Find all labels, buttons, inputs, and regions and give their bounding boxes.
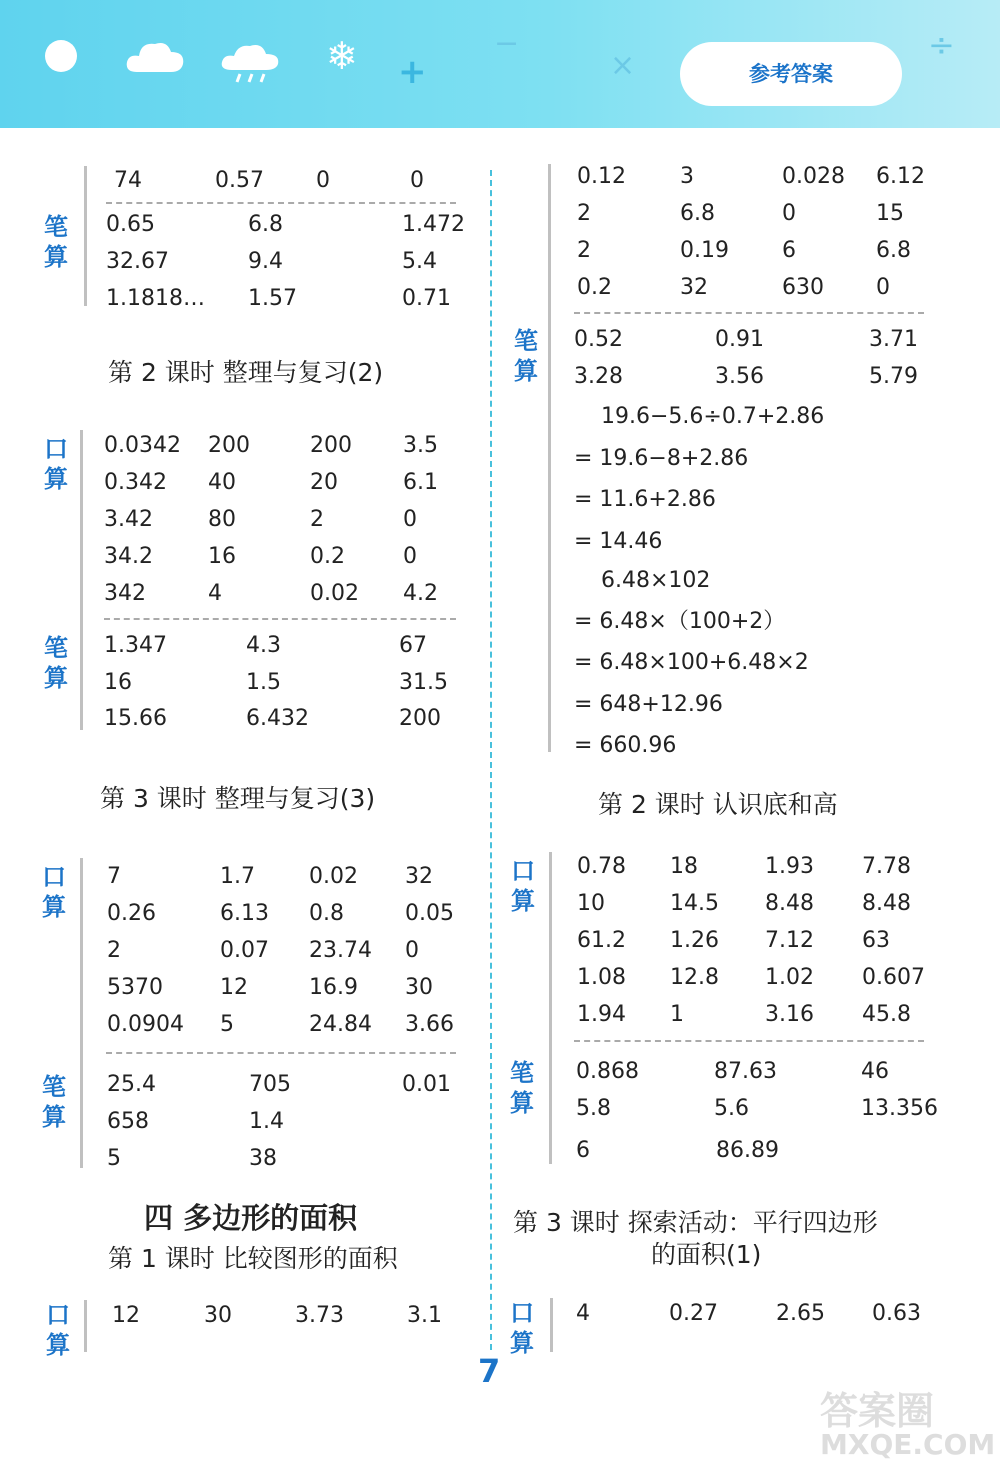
dashed-separator	[574, 1040, 924, 1042]
cell: 3.66	[405, 1012, 454, 1037]
cell: 16	[104, 670, 132, 695]
header-banner	[0, 0, 1000, 128]
watermark-url: MXQE.COM	[820, 1428, 996, 1461]
cell: 0.91	[715, 327, 764, 352]
cloud-icon	[125, 32, 187, 78]
watermark: 答案圈	[820, 1389, 935, 1433]
label-suan: 算	[44, 243, 68, 271]
calc-step: = 6.48×100+6.48×2	[574, 650, 809, 675]
cell: 12	[112, 1303, 140, 1328]
cell: 0.05	[405, 901, 454, 926]
cell: 0.27	[669, 1301, 718, 1326]
cell: 2.65	[776, 1301, 825, 1326]
cell: 45.8	[862, 1002, 911, 1027]
rain-cloud-icon	[220, 38, 282, 84]
cell: 67	[399, 633, 427, 658]
cell: 7.78	[862, 854, 911, 879]
cell: 14.5	[670, 891, 719, 916]
lesson-title: 第 1 课时 比较图形的面积	[108, 1244, 398, 1273]
cell: 1.4	[249, 1109, 284, 1134]
cell: 0.02	[310, 581, 359, 606]
vertical-bar	[548, 164, 551, 752]
label-bi: 笔	[44, 213, 68, 241]
label-suan: 算	[42, 1103, 66, 1131]
label-kou: 口	[44, 435, 68, 463]
cell: 1.94	[577, 1002, 626, 1027]
cell: 46	[861, 1059, 889, 1084]
cell: 2	[577, 238, 591, 263]
dashed-separator	[106, 202, 456, 204]
cell: 5.4	[402, 249, 437, 274]
cell: 3	[680, 164, 694, 189]
cell: 5.8	[576, 1096, 611, 1121]
cell: 6.13	[220, 901, 269, 926]
lesson-title: 第 3 课时 探索活动：平行四边形	[513, 1208, 878, 1237]
answer-badge: 参考答案	[680, 42, 902, 106]
cell: 5	[107, 1146, 121, 1171]
cell: 0.65	[106, 212, 155, 237]
cell: 1.5	[246, 670, 281, 695]
cell: 20	[310, 470, 338, 495]
cell: 0.63	[872, 1301, 921, 1326]
cell: 200	[399, 706, 441, 731]
cell: 1.08	[577, 965, 626, 990]
cell: 32.67	[106, 249, 169, 274]
cell: 2	[577, 201, 591, 226]
cell: 6.8	[248, 212, 283, 237]
cell: 6.8	[680, 201, 715, 226]
cell: 6	[576, 1138, 590, 1163]
cell: 13.356	[861, 1096, 938, 1121]
label-suan: 算	[46, 1331, 70, 1359]
label-kou: 口	[510, 1299, 534, 1327]
cell: 80	[208, 507, 236, 532]
divide-icon: ÷	[928, 26, 955, 64]
cell: 0	[782, 201, 796, 226]
cell: 342	[104, 581, 146, 606]
minus-icon: −	[494, 26, 520, 61]
label-suan: 算	[511, 887, 535, 915]
cell: 30	[204, 1303, 232, 1328]
label-bi: 笔	[44, 634, 68, 662]
cell: 1.02	[765, 965, 814, 990]
cell: 0.01	[402, 1072, 451, 1097]
cell: 1	[670, 1002, 684, 1027]
calc-step: = 648+12.96	[574, 692, 723, 717]
cell: 1.347	[104, 633, 167, 658]
cell: 1.1818…	[106, 286, 205, 311]
label-kou: 口	[511, 857, 535, 885]
cell: 1.93	[765, 854, 814, 879]
cell: 3.56	[715, 364, 764, 389]
cell: 61.2	[577, 928, 626, 953]
cell: 18	[670, 854, 698, 879]
plus-icon: +	[398, 52, 427, 92]
cell: 4	[576, 1301, 590, 1326]
lesson-title-continued: 的面积(1)	[651, 1240, 762, 1269]
cell: 5.6	[714, 1096, 749, 1121]
cell: 6.1	[403, 470, 438, 495]
label-kou: 口	[46, 1301, 70, 1329]
label-kou: 口	[42, 863, 66, 891]
cell: 32	[405, 864, 433, 889]
label-bi: 笔	[42, 1073, 66, 1101]
calc-step: = 6.48×（100+2）	[574, 609, 786, 634]
cell: 0.02	[309, 864, 358, 889]
cell: 0.78	[577, 854, 626, 879]
cell: 12	[220, 975, 248, 1000]
cell: 1.7	[220, 864, 255, 889]
cell: 7.12	[765, 928, 814, 953]
cell: 4.2	[403, 581, 438, 606]
cell: 16	[208, 544, 236, 569]
cell: 4.3	[246, 633, 281, 658]
cell: 0.028	[782, 164, 845, 189]
cell: 6.8	[876, 238, 911, 263]
label-bi: 笔	[510, 1059, 534, 1087]
cell: 0.71	[402, 286, 451, 311]
cell: 8.48	[765, 891, 814, 916]
lesson-title: 第 2 课时 整理与复习(2)	[108, 358, 384, 387]
cell: 705	[249, 1072, 291, 1097]
cell: 0	[876, 275, 890, 300]
cell: 40	[208, 470, 236, 495]
cell: 38	[249, 1146, 277, 1171]
calc-step: = 19.6−8+2.86	[574, 446, 749, 471]
cell: 0.26	[107, 901, 156, 926]
cell: 6.12	[876, 164, 925, 189]
cell: 34.2	[104, 544, 153, 569]
cell: 630	[782, 275, 824, 300]
cell: 0	[403, 507, 417, 532]
cell: 4	[208, 581, 222, 606]
label-bi: 笔	[514, 327, 538, 355]
cell: 24.84	[309, 1012, 372, 1037]
cell: 0.2	[310, 544, 345, 569]
cell: 6.432	[246, 706, 309, 731]
dashed-separator	[106, 1052, 456, 1054]
cell: 0	[403, 544, 417, 569]
cell: 25.4	[107, 1072, 156, 1097]
cell: 7	[107, 864, 121, 889]
cell: 1.472	[402, 212, 465, 237]
cell: 5370	[107, 975, 163, 1000]
calc-step: 19.6−5.6÷0.7+2.86	[601, 404, 825, 429]
chapter-title: 四 多边形的面积	[144, 1201, 358, 1235]
calc-step: 6.48×102	[601, 568, 711, 593]
cell: 12.8	[670, 965, 719, 990]
cell: 32	[680, 275, 708, 300]
cell: 87.63	[714, 1059, 777, 1084]
cell: 5.79	[869, 364, 918, 389]
cell: 3.1	[407, 1303, 442, 1328]
cell: 0.8	[309, 901, 344, 926]
cell: 200	[208, 433, 250, 458]
lesson-title: 第 2 课时 认识底和高	[598, 790, 838, 819]
vertical-bar	[80, 430, 83, 730]
cell: 0	[410, 168, 424, 193]
calc-step: = 11.6+2.86	[574, 487, 716, 512]
cell: 200	[310, 433, 352, 458]
calc-step: = 660.96	[574, 733, 677, 758]
label-suan: 算	[510, 1089, 534, 1117]
cell: 0.0904	[107, 1012, 184, 1037]
cell: 0.868	[576, 1059, 639, 1084]
cell: 0.2	[577, 275, 612, 300]
label-suan: 算	[44, 664, 68, 692]
cell: 0.52	[574, 327, 623, 352]
cell: 74	[114, 168, 142, 193]
cell: 2	[107, 938, 121, 963]
dashed-separator	[574, 312, 924, 314]
cell: 0.0342	[104, 433, 181, 458]
column-divider	[490, 170, 492, 1350]
cell: 1.57	[248, 286, 297, 311]
lesson-title: 第 3 课时 整理与复习(3)	[100, 784, 376, 813]
cell: 30	[405, 975, 433, 1000]
cell: 2	[310, 507, 324, 532]
cell: 5	[220, 1012, 234, 1037]
cell: 0.57	[215, 168, 264, 193]
cell: 8.48	[862, 891, 911, 916]
cell: 0.07	[220, 938, 269, 963]
cell: 15.66	[104, 706, 167, 731]
vertical-bar	[549, 852, 552, 1164]
label-suan: 算	[514, 357, 538, 385]
cell: 3.71	[869, 327, 918, 352]
cell: 6	[782, 238, 796, 263]
calc-step: = 14.46	[574, 529, 663, 554]
cell: 16.9	[309, 975, 358, 1000]
vertical-bar	[80, 858, 83, 1168]
vertical-bar	[550, 1298, 553, 1352]
cell: 0.19	[680, 238, 729, 263]
cell: 658	[107, 1109, 149, 1134]
cell: 3.16	[765, 1002, 814, 1027]
cell: 15	[876, 201, 904, 226]
cell: 3.28	[574, 364, 623, 389]
cell: 9.4	[248, 249, 283, 274]
cell: 10	[577, 891, 605, 916]
cell: 63	[862, 928, 890, 953]
cell: 1.26	[670, 928, 719, 953]
cell: 0.12	[577, 164, 626, 189]
cell: 3.73	[295, 1303, 344, 1328]
vertical-bar	[84, 166, 87, 306]
cell: 0	[316, 168, 330, 193]
cell: 0.607	[862, 965, 925, 990]
cell: 31.5	[399, 670, 448, 695]
label-suan: 算	[44, 465, 68, 493]
dashed-separator	[104, 618, 456, 620]
times-icon: ×	[610, 48, 636, 83]
cell: 3.42	[104, 507, 153, 532]
cell: 23.74	[309, 938, 372, 963]
cell: 86.89	[716, 1138, 779, 1163]
label-suan: 算	[510, 1329, 534, 1357]
cell: 3.5	[403, 433, 438, 458]
page-number: 7	[478, 1352, 501, 1390]
label-suan: 算	[42, 893, 66, 921]
cell: 0.342	[104, 470, 167, 495]
vertical-bar	[84, 1300, 87, 1352]
snowflake-icon: ❄	[326, 34, 358, 78]
cell: 0	[405, 938, 419, 963]
sun-icon	[45, 40, 77, 72]
